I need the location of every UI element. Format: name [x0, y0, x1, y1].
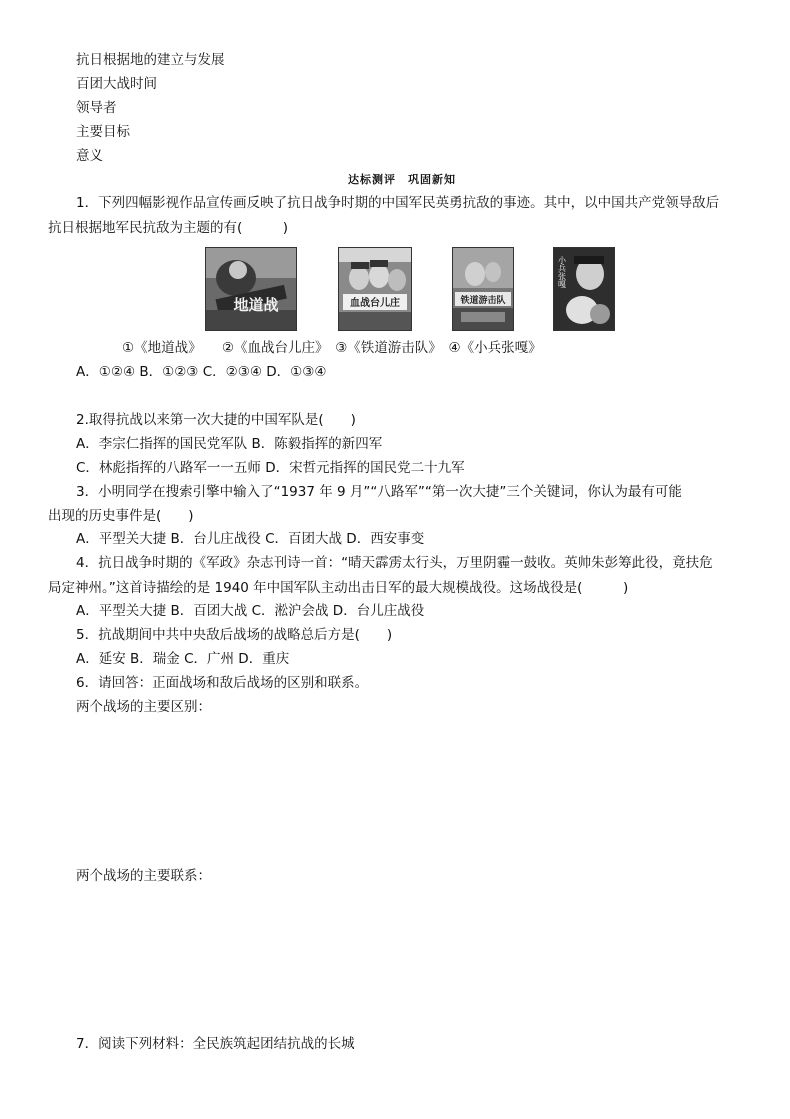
outline-item-5: 意义 — [76, 148, 103, 164]
q4-stem-line1: 4．抗日战争时期的《军政》杂志刊诗一首：“晴天霹雳太行头，万里阴霾一鼓收。英帅朱彭筹此役，竟扶危 — [76, 555, 713, 571]
q3-stem-line2: 出现的历史事件是( ) — [48, 508, 194, 524]
q1-stem-line1: 1．下列四幅影视作品宣传画反映了抗日战争时期的中国军民英勇抗敌的事迹。其中，以中国共产党领导敌后 — [76, 195, 720, 211]
poster-xuezhan-title: 血战台儿庄 — [350, 298, 400, 309]
q4-options: A．平型关大捷 B．百团大战 C．淞沪会战 D．台儿庄战役 — [76, 603, 425, 619]
outline-item-1: 抗日根据地的建立与发展 — [76, 52, 225, 68]
q6-connection-label: 两个战场的主要联系： — [76, 868, 211, 884]
q5-options: A．延安 B．瑞金 C．广州 D．重庆 — [76, 651, 290, 667]
q4-stem-line2: 局定神州。”这首诗描绘的是 1940 年中国军队主动出击日军的最大规模战役。这场战役是( ) — [48, 580, 629, 596]
q2-options-1: A．李宗仁指挥的国民党军队 B．陈毅指挥的新四军 — [76, 436, 383, 452]
q6-difference-label: 两个战场的主要区别： — [76, 699, 211, 715]
poster-zhangga-title: 小兵张嘎 — [557, 256, 567, 288]
q2-options-2: C．林彪指挥的八路军一一五师 D．宋哲元指挥的国民党二十九军 — [76, 460, 465, 476]
outline-item-3: 领导者 — [76, 100, 117, 116]
q5-stem: 5．抗战期间中共中央敌后战场的战略总后方是( ) — [76, 627, 393, 643]
q1-poster-caption: ①《地道战》 ②《血战台儿庄》 ③《铁道游击队》 ④《小兵张嘎》 — [122, 340, 542, 356]
q6-stem: 6．请回答：正面战场和敌后战场的区别和联系。 — [76, 675, 369, 691]
poster-tiedao-title: 铁道游击队 — [460, 296, 506, 306]
q7-stem: 7．阅读下列材料：全民族筑起团结抗战的长城 — [76, 1036, 355, 1052]
poster-xuezhan-taierzhuang — [338, 247, 412, 331]
poster-strip — [205, 247, 615, 329]
outline-item-2: 百团大战时间 — [76, 76, 157, 92]
poster-xiaobing-zhangga — [553, 247, 615, 331]
poster-didaozhan-title: 地道战 — [233, 296, 279, 314]
q3-stem-line1: 3．小明同学在搜索引擎中输入了“1937 年 9 月”“八路军”“第一次大捷”三个关键词，你认为最有可能 — [76, 484, 682, 500]
poster-didaozhan — [205, 247, 297, 331]
q2-stem: 2.取得抗战以来第一次大捷的中国军队是( ) — [76, 412, 356, 428]
q3-options: A．平型关大捷 B．台儿庄战役 C．百团大战 D．西安事变 — [76, 531, 425, 547]
poster-tiedao-youjidui — [452, 247, 514, 331]
q1-options: A．①②④ B．①②③ C．②③④ D．①③④ — [76, 364, 327, 380]
q1-stem-line2: 抗日根据地军民抗敌为主题的有( ) — [48, 220, 289, 236]
section-title: 达标测评 巩固新知 — [348, 173, 456, 186]
outline-item-4: 主要目标 — [76, 124, 130, 140]
